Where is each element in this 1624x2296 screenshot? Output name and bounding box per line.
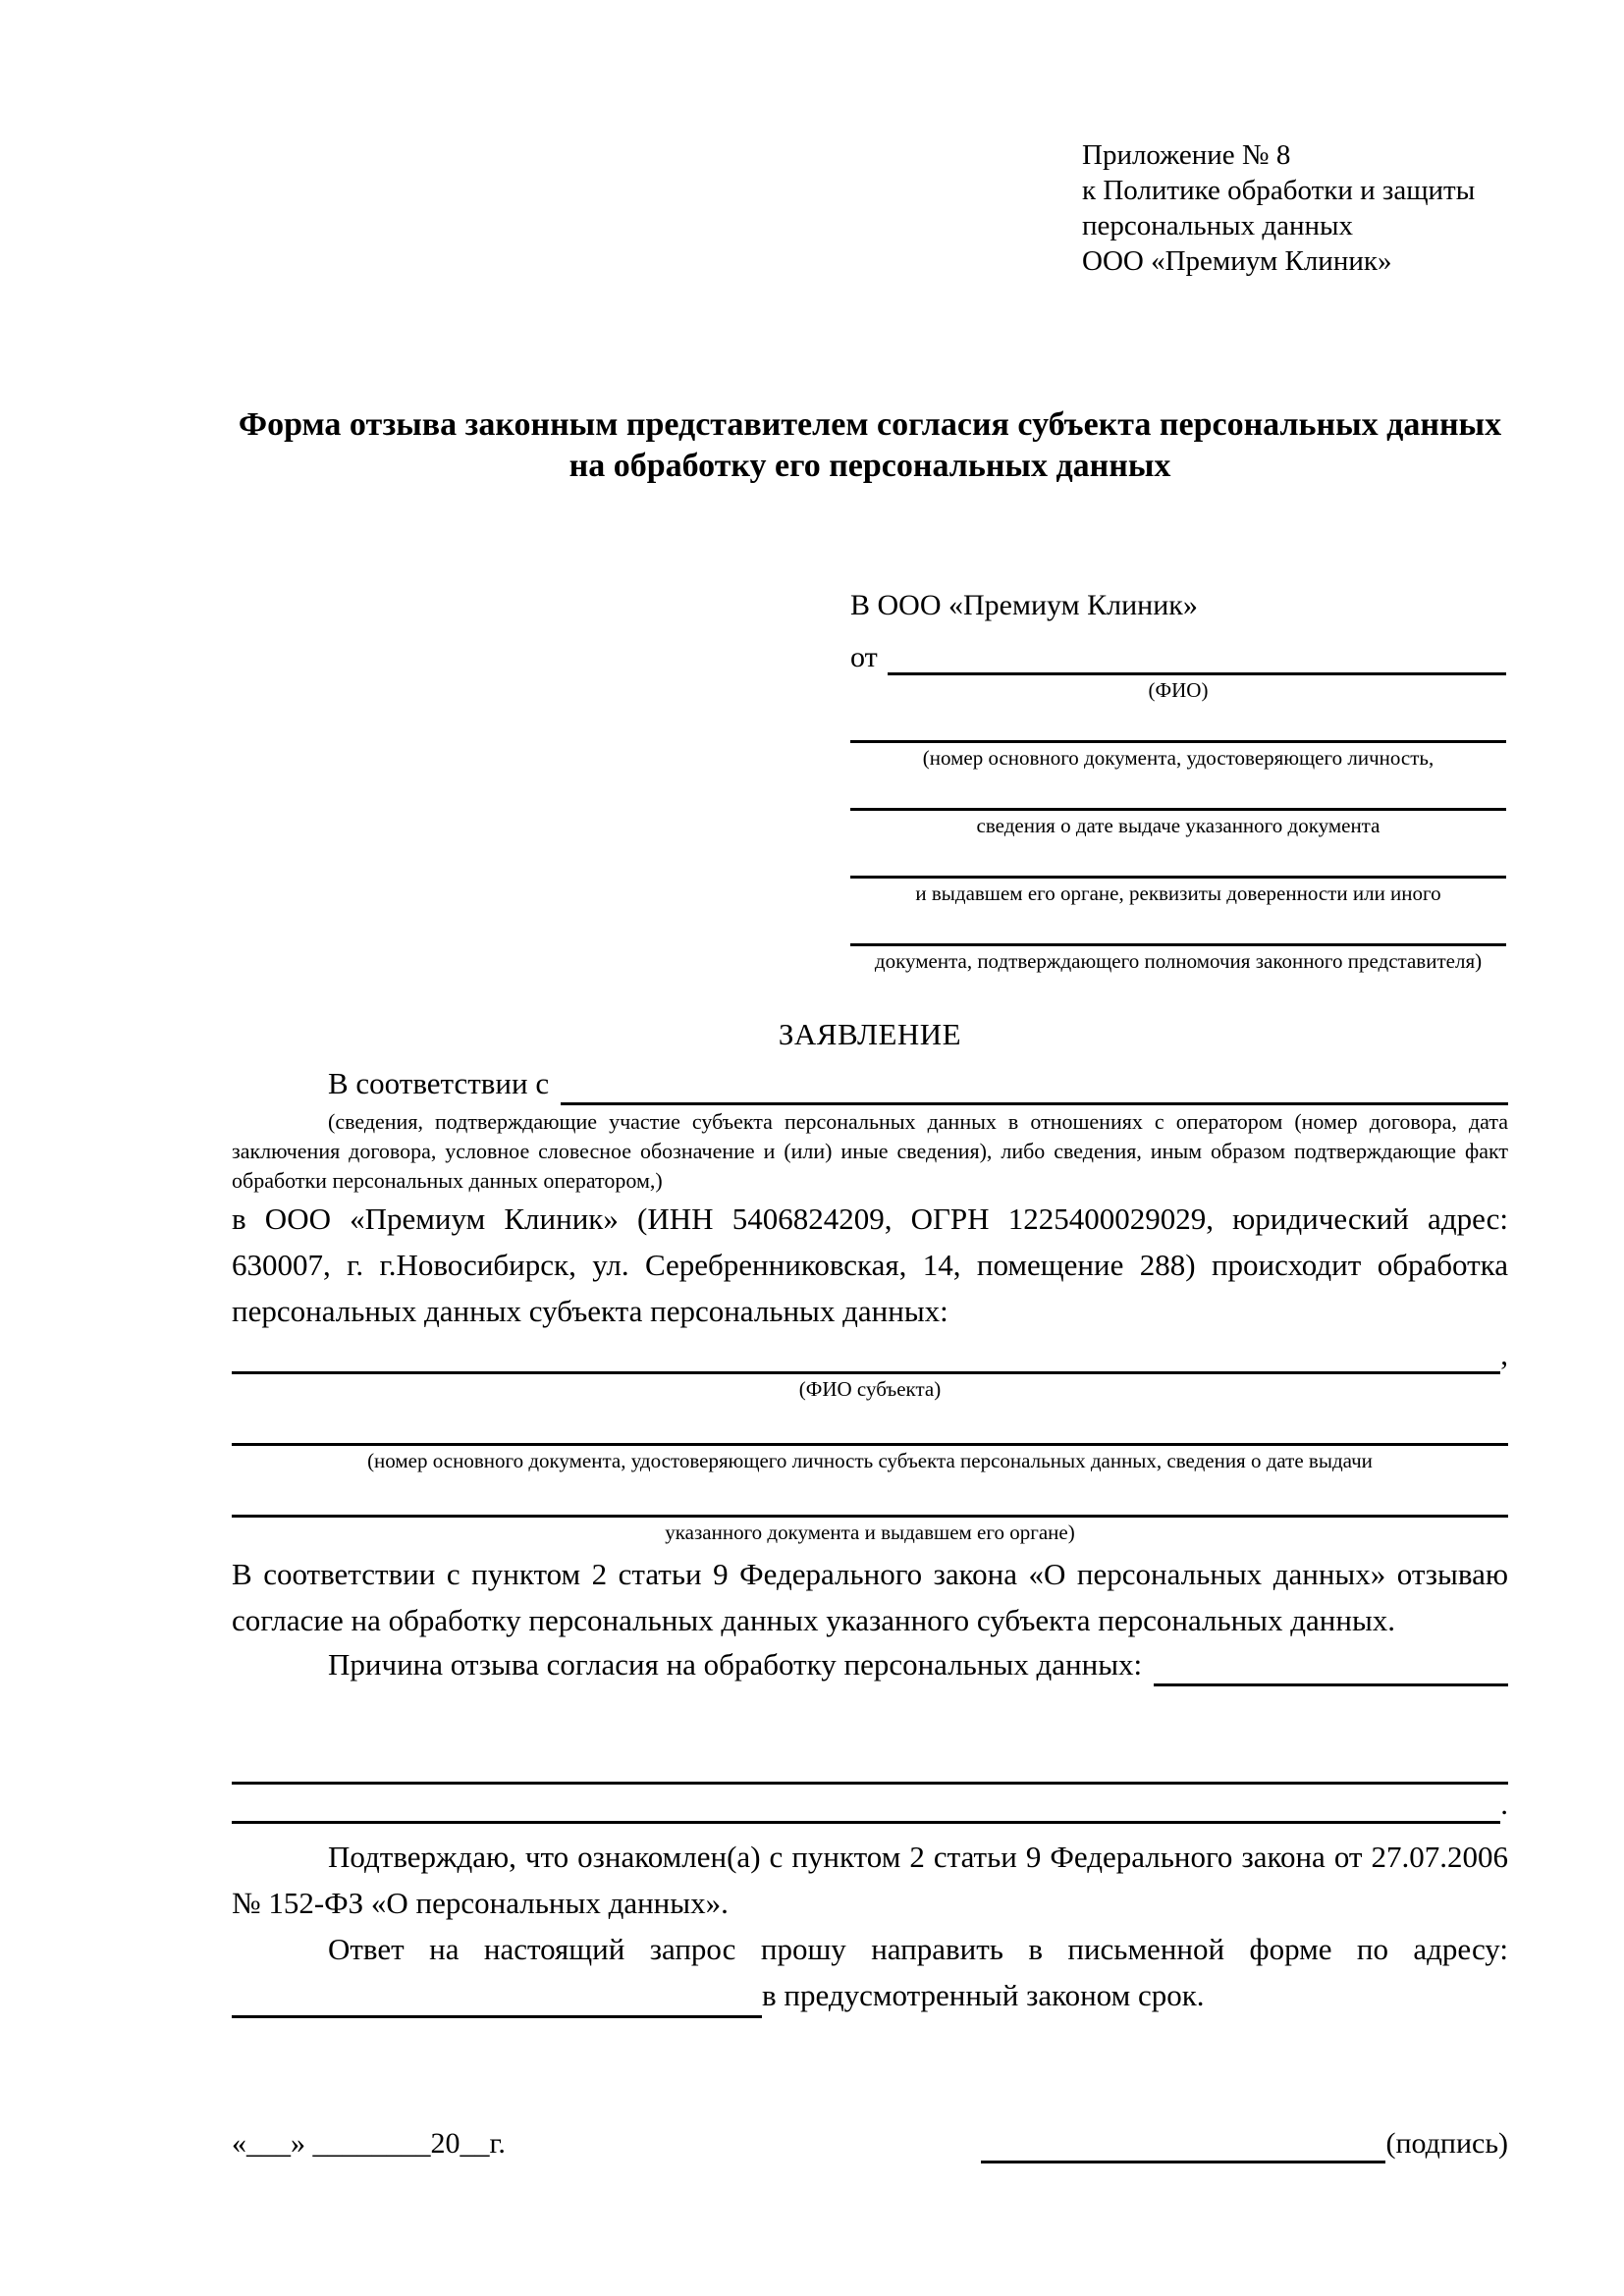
smallprint-note: (сведения, подтверждающие участие субъекта персональных данных в отношениях с оператором (номер договора, дата заключения договора, условное словесное обозначение и (или) иные сведения), либо сведения, иным образом подтверждающие факт обработки персональных данных оператором,): [232, 1109, 1508, 1193]
footer: [232, 2124, 1508, 2163]
subject-doc-caption: (номер основного документа, удостоверяющего личность субъекта персональных данных, сведения о дате выдачи: [367, 1449, 1373, 1472]
reply-lead-paragraph: Ответ на настоящий запрос прошу направить в письменной форме по адресу:: [328, 1932, 1508, 1966]
reason-lead: Причина отзыва согласия на обработку персональных данных:: [328, 1647, 1143, 1682]
signature-area: [981, 2124, 1508, 2163]
subject-fio-caption: (ФИО субъекта): [798, 1377, 942, 1401]
from-label: от: [850, 641, 878, 673]
representative-authority-caption: документа, подтверждающего полномочия законного представителя): [874, 949, 1483, 973]
reply-address-blank-line: [232, 1982, 762, 2018]
addressee-block: [850, 585, 1506, 976]
reason-continuation-row: [232, 1785, 1508, 1824]
subject-fio-comma: ,: [1500, 1337, 1508, 1371]
subject-doc-authority-blank-line: [232, 1475, 1508, 1518]
withdraw-paragraph: В соответствии с пунктом 2 статьи 9 Федерального закона «О персональных данных» отзываю согласие на обработку персональных данных указанного субъекта персональных данных.: [232, 1557, 1508, 1637]
confirm-paragraph: Подтверждаю, что ознакомлен(а) с пунктом 2 статьи 9 Федерального закона от 27.07.2006 № 152-ФЗ «О персональных данных».: [232, 1840, 1508, 1920]
signature-caption: (подпись): [1385, 2127, 1508, 2160]
reason-continuation-blank-line-2: [232, 1787, 1500, 1824]
appendix-policy-line: к Политике обработки и защиты: [1082, 175, 1476, 206]
issue-date-caption: сведения о дате выдаче указанного документа: [976, 814, 1380, 837]
addressee-from-row: [850, 626, 1506, 675]
appendix-header: [1082, 137, 1508, 279]
id-doc-caption: (номер основного документа, удостоверяющего личность,: [922, 746, 1435, 770]
reason-row: [232, 1643, 1508, 1686]
subject-fio-blank-line: [232, 1334, 1500, 1374]
issuing-authority-caption: и выдавшем его органе, реквизиты доверенности или иного: [915, 881, 1441, 905]
reason-period: .: [1500, 1787, 1508, 1821]
fio-caption: (ФИО): [1148, 678, 1209, 702]
issuing-authority-blank-line: [850, 840, 1506, 879]
appendix-company-line: ООО «Премиум Клиник»: [1082, 245, 1392, 277]
reply-tail: в предусмотренный законом срок.: [762, 1978, 1205, 2012]
id-doc-blank-line: [850, 705, 1506, 743]
addressee-to: В ООО «Премиум Клиник»: [850, 589, 1198, 621]
appendix-number-line: Приложение № 8: [1082, 139, 1291, 171]
subject-doc-blank-line: [232, 1404, 1508, 1446]
issue-date-blank-line: [850, 773, 1506, 811]
appendix-policy-line2: персональных данных: [1082, 210, 1354, 241]
operator-paragraph: в ООО «Премиум Клиник» (ИНН 5406824209, ОГРН 1225400029029, юридический адрес: 630007, г. г.Новосибирск, ул. Серебренниковская, 14, помещение 288) происходит обработка персональных данных субъекта персональных данных:: [232, 1201, 1508, 1328]
fio-blank-line: [888, 637, 1506, 675]
accordance-blank-line: [561, 1069, 1508, 1105]
subject-doc-authority-caption: указанного документа и выдавшем его органе): [665, 1521, 1075, 1544]
reason-continuation-blank-line: [232, 1686, 1508, 1785]
accordance-lead-row: [232, 1062, 1508, 1105]
signature-blank-line: [981, 2127, 1385, 2163]
statement-heading: ЗАЯВЛЕНИЕ: [778, 1017, 962, 1051]
reason-blank-line: [1154, 1650, 1508, 1686]
subject-fio-row: [232, 1334, 1508, 1374]
date-line: «___» ________20__г.: [232, 2127, 506, 2160]
document-title: Форма отзыва законным представителем согласия субъекта персональных данных на обработку его персональных данных: [238, 406, 1502, 484]
representative-authority-blank-line: [850, 908, 1506, 946]
reply-address-row: [232, 1972, 1508, 2018]
accordance-lead: В соответствии с: [328, 1066, 550, 1100]
